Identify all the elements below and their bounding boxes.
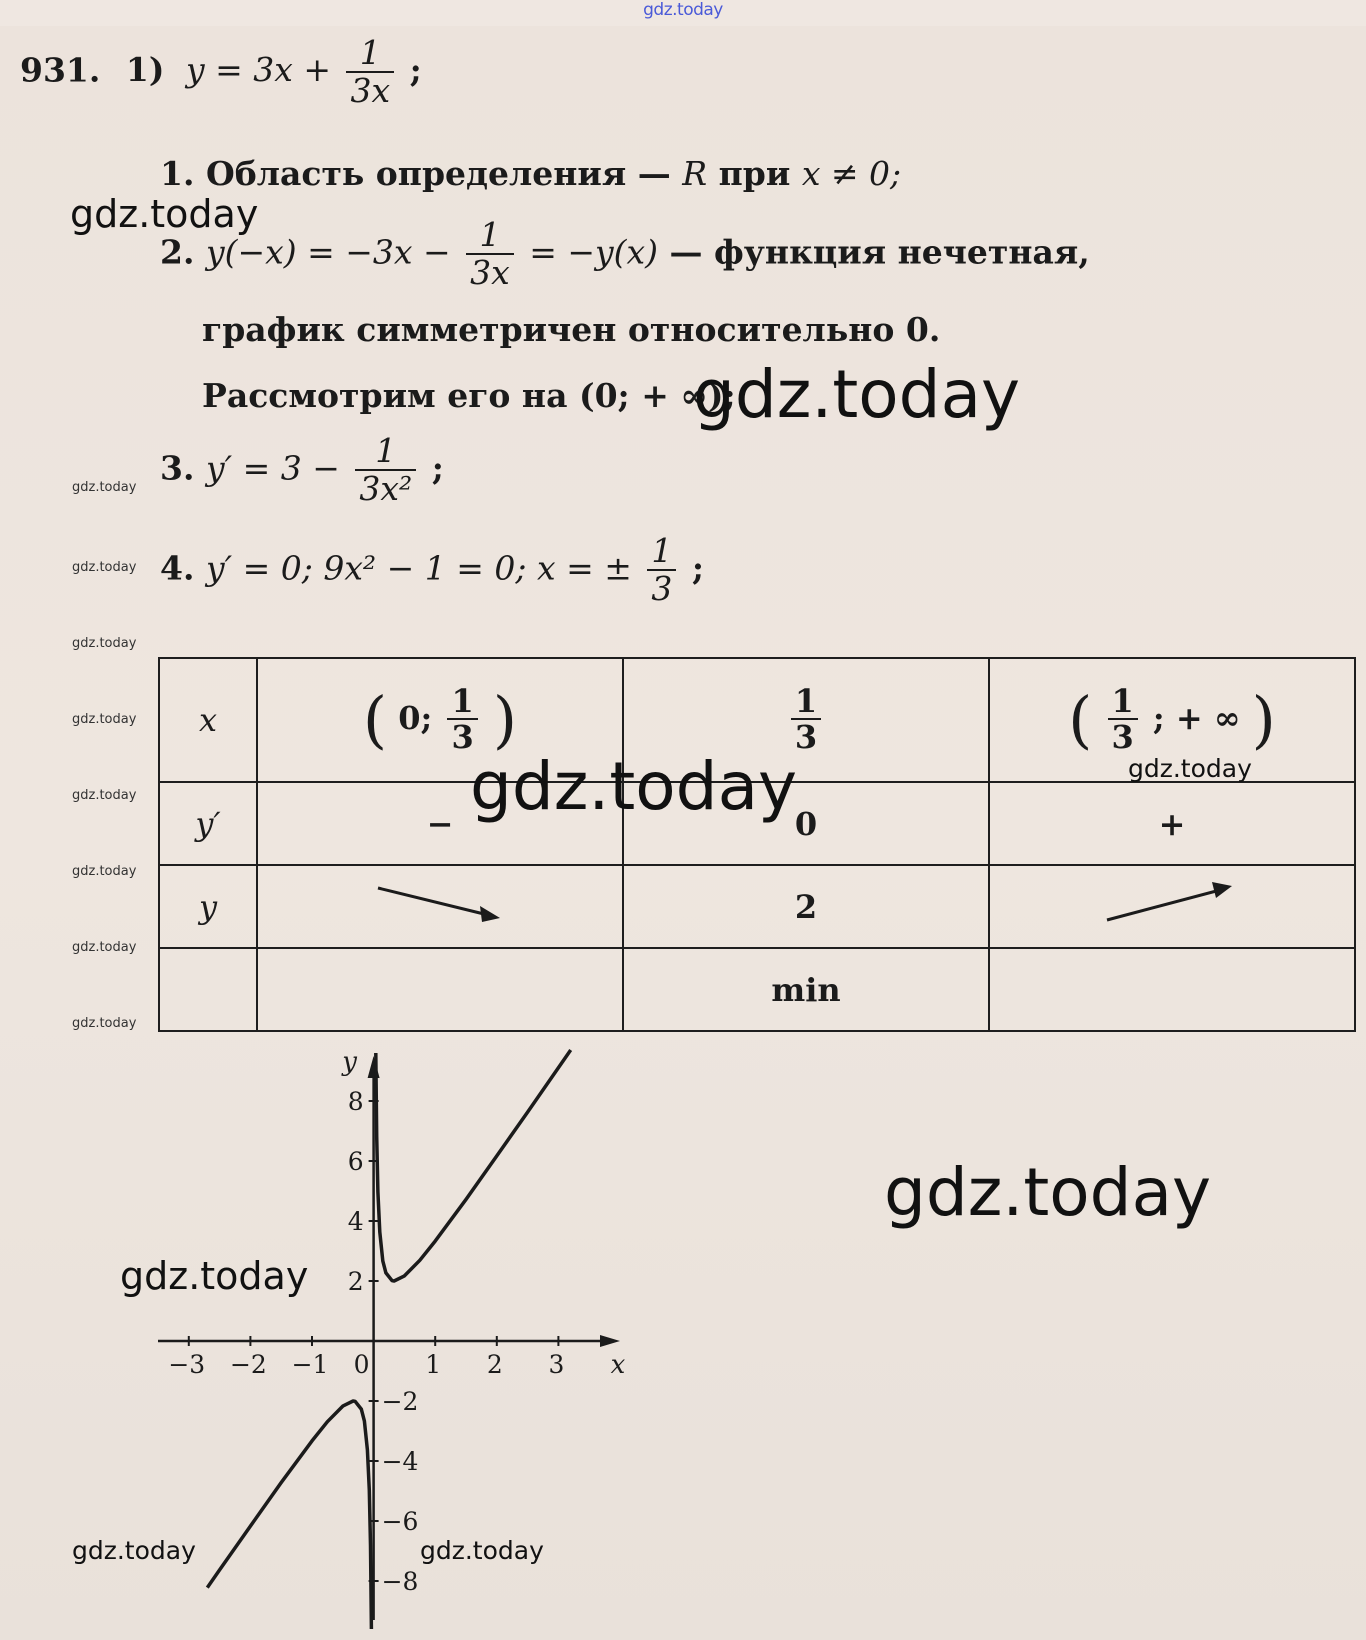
table-cell-increasing <box>989 865 1355 948</box>
step-2-number: 2. <box>160 232 195 272</box>
step-3-fraction <box>355 431 416 508</box>
step-3-fraction-den: 3x² <box>359 468 413 508</box>
y-tick-label: −2 <box>381 1387 419 1416</box>
y-axis-label: y <box>342 1047 357 1077</box>
y-tick-label: 2 <box>347 1267 364 1296</box>
x-axis-label: x <box>610 1350 626 1380</box>
function-lhs: y = 3x + <box>185 50 331 90</box>
watermark: gdz.today <box>420 1536 544 1565</box>
x-tick-label: 0 <box>353 1350 370 1379</box>
curve-negative-branch <box>207 1401 371 1629</box>
watermark: gdz.today <box>470 748 798 825</box>
y-tick-label: −4 <box>381 1447 419 1476</box>
y-tick-label: 6 <box>347 1147 364 1176</box>
table-cell-decreasing <box>257 865 623 948</box>
step-2-rhs: = −y(x) <box>529 232 659 272</box>
step-3-end: ; <box>431 448 444 488</box>
y-axis-arrow-icon <box>368 1056 380 1078</box>
step-3 <box>160 431 444 508</box>
watermark: gdz.today <box>72 636 137 651</box>
step-4-number: 4. <box>160 548 195 588</box>
problem-number: 931. <box>20 50 101 90</box>
step-2-interval: (0; + ∞); <box>578 376 736 415</box>
sign-table <box>158 657 1356 1032</box>
table-cell-extremum-2: min <box>623 948 989 1031</box>
problem-part: 1) <box>125 50 165 90</box>
x-tick-label: 1 <box>425 1350 442 1379</box>
watermark: gdz.today <box>1128 754 1252 783</box>
watermark: gdz.today <box>72 788 137 803</box>
step-1-condition: x ≠ 0; <box>801 154 902 193</box>
step-2-line-2: график симметричен относительно 0. <box>202 310 941 349</box>
table-row-extremum <box>159 948 1355 1031</box>
function-graph <box>150 1026 650 1640</box>
interval-1-fraction-den: 3 <box>451 718 474 757</box>
watermark: gdz.today <box>72 1016 137 1031</box>
critical-point-num: 1 <box>791 685 821 721</box>
curve-positive-branch <box>376 1050 571 1281</box>
interval-1-text: 0; <box>398 698 433 737</box>
problem-header <box>20 33 422 110</box>
table-row-function <box>159 865 1355 948</box>
step-4-fraction-num: 1 <box>647 534 676 571</box>
y-tick-label: −8 <box>381 1567 419 1596</box>
function-fraction-num: 1 <box>346 36 394 73</box>
watermark: gdz.today <box>72 940 137 955</box>
table-cell-derivative-1: − <box>257 782 623 865</box>
watermark: gdz.today <box>70 192 259 236</box>
x-tick-label: −3 <box>168 1350 206 1379</box>
x-tick-label: −2 <box>229 1350 267 1379</box>
table-header-extremum <box>159 948 257 1031</box>
step-4 <box>160 531 705 608</box>
interval-1-right-paren: ) <box>492 683 518 756</box>
watermark: gdz.today <box>693 356 1021 433</box>
interval-2-left-paren: ( <box>1068 683 1093 756</box>
function-end: ; <box>409 50 422 90</box>
y-tick-label: 4 <box>347 1207 364 1236</box>
top-watermark: gdz.today <box>643 0 723 20</box>
step-4-text: y′ = 0; 9x² − 1 = 0; x = ± <box>205 548 632 588</box>
table-cell-extremum-1 <box>257 948 623 1031</box>
step-2-line-3 <box>202 376 736 415</box>
watermark: gdz.today <box>72 560 137 575</box>
step-4-fraction <box>647 531 676 608</box>
interval-1-fraction-num: 1 <box>447 685 477 721</box>
x-tick-label: −1 <box>291 1350 329 1379</box>
y-tick-label: −6 <box>381 1507 419 1536</box>
critical-point-den: 3 <box>794 718 818 757</box>
interval-1-left-paren: ( <box>362 683 388 756</box>
textbook-page <box>0 26 1366 1640</box>
table-cell-derivative-3: + <box>989 782 1355 865</box>
table-cell-function-value: 2 <box>623 865 989 948</box>
table-header-function: y <box>159 865 257 948</box>
step-2-line-3-text: Рассмотрим его на <box>202 376 579 415</box>
step-3-number: 3. <box>160 448 195 488</box>
table-header-derivative: y′ <box>159 782 257 865</box>
step-2-fraction <box>466 215 514 292</box>
watermark: gdz.today <box>72 712 137 727</box>
function-fraction-den: 3x <box>350 70 391 110</box>
step-3-fraction-num: 1 <box>355 434 416 471</box>
x-axis-arrow-icon <box>600 1335 620 1347</box>
increasing-arrow-icon <box>1102 878 1242 928</box>
interval-2-fraction-den: 3 <box>1111 718 1134 757</box>
watermark: gdz.today <box>884 1154 1212 1231</box>
interval-1-fraction <box>447 681 477 757</box>
step-2-fraction-den: 3x <box>470 252 510 292</box>
step-2-lhs: y(−x) = −3x − <box>205 232 451 272</box>
watermark: gdz.today <box>72 864 137 879</box>
watermark: gdz.today <box>72 480 137 495</box>
watermark: gdz.today <box>72 1536 196 1565</box>
interval-2-fraction-num: 1 <box>1108 685 1138 721</box>
step-1-text: Область определения — <box>205 154 683 193</box>
step-1-number: 1. <box>160 154 195 193</box>
interval-2-text: ; + ∞ <box>1152 698 1241 737</box>
function-fraction <box>346 33 394 110</box>
y-tick-label: 8 <box>347 1087 364 1116</box>
step-1-set: R <box>682 154 708 193</box>
step-3-lhs: y′ = 3 − <box>205 448 340 488</box>
interval-2-right-paren: ) <box>1251 683 1276 756</box>
step-1-rest: при <box>707 154 802 193</box>
watermark: gdz.today <box>120 1254 309 1298</box>
x-tick-label: 3 <box>548 1350 565 1379</box>
step-2-text: — функция нечетная, <box>658 232 1090 272</box>
step-4-fraction-den: 3 <box>651 568 673 608</box>
x-tick-label: 2 <box>486 1350 503 1379</box>
step-2 <box>160 215 1090 292</box>
table-cell-extremum-3 <box>989 948 1355 1031</box>
step-2-fraction-num: 1 <box>466 218 514 255</box>
interval-2-fraction <box>1108 681 1138 757</box>
table-header-x: x <box>159 658 257 782</box>
step-1 <box>160 154 901 193</box>
critical-point-fraction <box>791 681 821 757</box>
decreasing-arrow-icon <box>370 878 510 928</box>
table-cell-derivative-2: 0 <box>623 782 989 865</box>
step-4-end: ; <box>691 548 705 588</box>
